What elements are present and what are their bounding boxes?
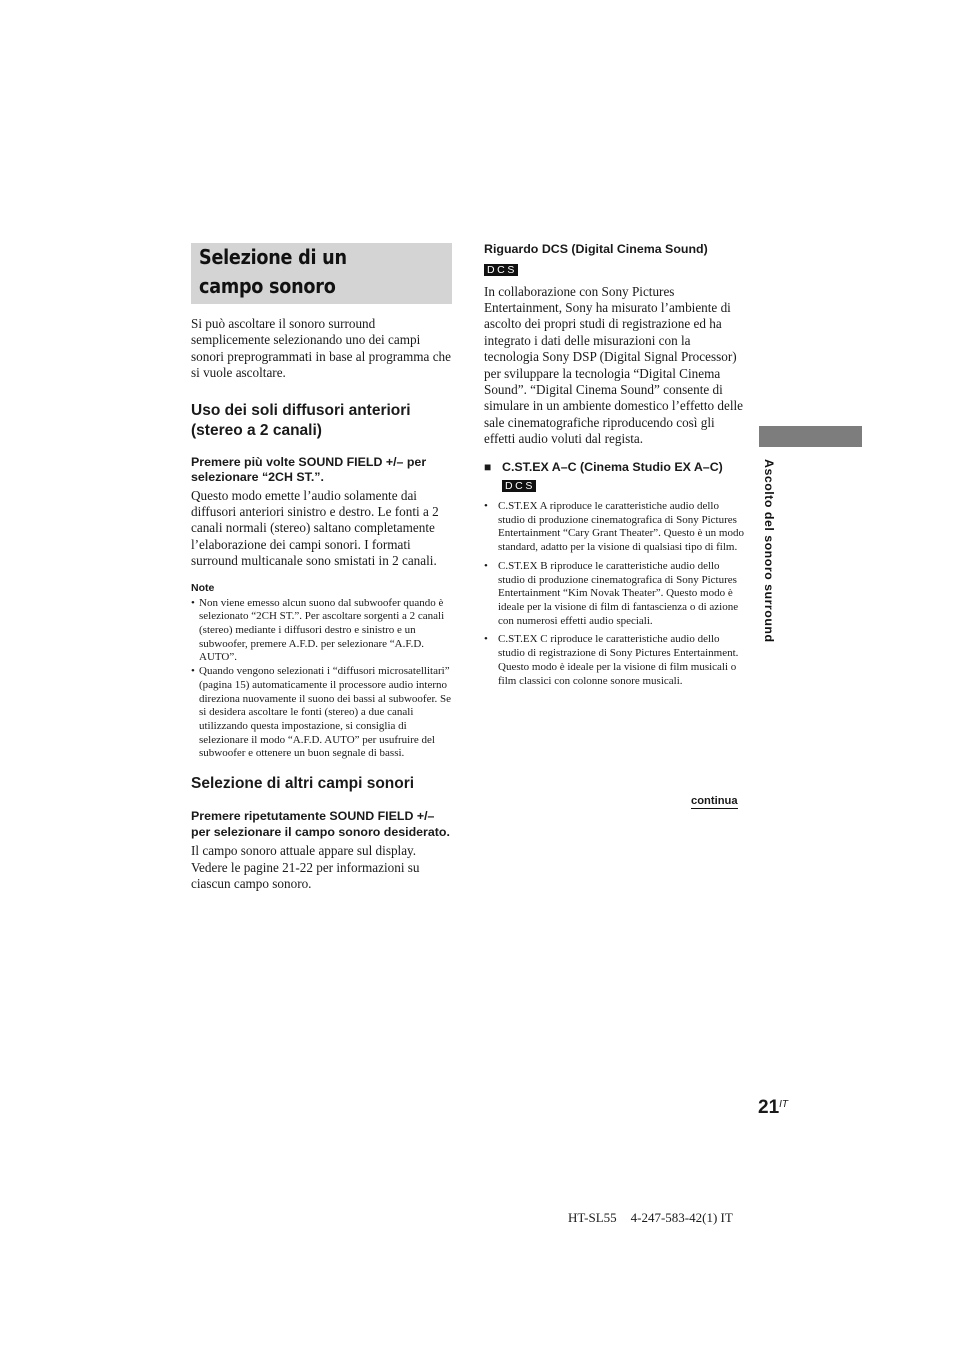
dcs-heading: Riguardo DCS (Digital Cinema Sound) xyxy=(484,242,708,256)
page-language-suffix: IT xyxy=(779,1099,789,1110)
cstex-item: • C.ST.EX A riproduce le caratteristiche audio dello studio di produzione cinematografica di Sony Pictures Entertainment “Cary Grant Theater”. Questo è un modo standard, adatto per la visione di qualsiasi tipo di film. xyxy=(484,500,746,555)
note-item: • Quando vengono selezionati i “diffusori microsatellitari” (pagina 15) automaticamente il processore audio interno direziona nuovamente il suono dei bassi al subwoofer. Se si desidera ascoltare le fonti (stereo) a due canali utilizzando questa impostazione, si consiglia di selezionare il modo “A.F.D. AUTO” per usufruire del subwoofer e ottenere un buon segnale di bassi. xyxy=(191,665,454,761)
cstex-heading: C.ST.EX A–C (Cinema Studio EX A–C) xyxy=(502,459,723,474)
note-item: • Non viene emesso alcun suono dal subwoofer quando è selezionato “2CH ST.”. Per ascoltare sorgenti a 2 canali (stereo) mediante i diffusori destro e sinistro e un subwoofer, premere A.F.D. per selezionare “A.F.D. AUTO”. xyxy=(191,597,454,666)
stereo-heading: Uso dei soli diffusori anteriori (stereo a 2 canali) xyxy=(191,401,411,439)
other-fields-body: Il campo sonoro attuale appare sul display. Vedere le pagine 21-22 per informazioni su ciascun campo sonoro. xyxy=(191,843,420,891)
cstex-item: • C.ST.EX B riproduce le caratteristiche audio dello studio di produzione cinematografica di Sony Pictures Entertainment “Kim Novak Theater”. Questo modo è ideale per la visione di film di fantascienza o di azione con numerosi effetti audio speciali. xyxy=(484,560,746,629)
footer xyxy=(568,1210,733,1226)
continua-label: continua xyxy=(691,795,738,807)
cstex-heading-block xyxy=(484,460,746,495)
cstex-item: • C.ST.EX C riproduce le caratteristiche audio dello studio di registrazione di Sony Pictures Entertainment. Questo modo è ideale per la visione di film musicali o film classici con colonne sonore musicali. xyxy=(484,633,746,688)
other-fields-instruction: Premere ripetutamente SOUND FIELD +/– per selezionare il campo sonoro desiderato. xyxy=(191,809,450,839)
footer-code: 4-247-583-42(1) IT xyxy=(630,1210,733,1225)
notes-title: Note xyxy=(191,581,215,594)
stereo-instruction: Premere più volte SOUND FIELD +/– per selezionare “2CH ST.”. xyxy=(191,454,427,485)
dcs-badge: DCS xyxy=(502,480,536,492)
page-number xyxy=(758,1097,788,1119)
other-fields-heading: Selezione di altri campi sonori xyxy=(191,775,415,793)
footer-model: HT-SL55 xyxy=(568,1210,617,1225)
side-tab-label: Ascolto del sonoro surround xyxy=(762,459,776,643)
cstex-list xyxy=(484,500,746,688)
stereo-body: Questo modo emette l’audio solamente dai diffusori anteriori sinistro e destro. Le fonti a 2 canali normali (stereo) saltano completamente l’elaborazione dei campi sonori. I formati surround multicanale sono smistati in 2 canali. xyxy=(191,487,439,569)
dcs-badge: DCS xyxy=(484,264,518,276)
page-title: Selezione di un campo sonoro xyxy=(199,245,347,298)
left-column xyxy=(191,316,454,892)
dcs-body: In collaborazione con Sony Pictures Entertainment, Sony ha misurato l’ambiente di ascolto dei propri studi di registrazione ed ha integrato i dati delle misurazioni con la tecnologia Sony DSP (Digital Signal Processor) per sviluppare la tecnologia “Digital Cinema Sound”. “Digital Cinema Sound” consente di simulare in un ambiente domestico l’effetto delle sale cinematografiche riproducendo così gli effetti audio voluti dal regista. xyxy=(484,283,744,447)
notes-list xyxy=(191,597,454,761)
square-bullet-icon: ■ xyxy=(484,459,492,474)
intro-paragraph: Si può ascoltare il sonoro surround semplicemente selezionando uno dei campi sonori preprogrammati in base al programma che si vuole ascoltare. xyxy=(191,316,451,381)
section-title-box xyxy=(191,243,452,304)
right-column xyxy=(484,242,746,688)
page-number-value: 21 xyxy=(758,1097,780,1118)
side-tab-marker xyxy=(759,426,862,447)
